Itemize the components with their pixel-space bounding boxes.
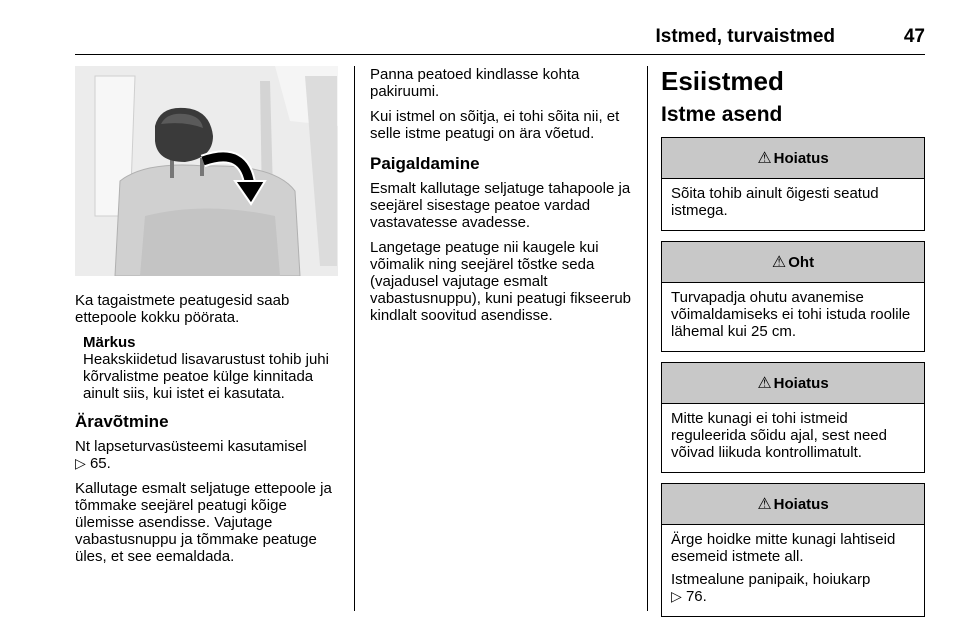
warning-box-body — [662, 525, 924, 616]
headrest-illustration — [75, 66, 338, 276]
danger-box-header — [662, 242, 924, 283]
warning-icon: ⚠ — [757, 150, 772, 167]
chapter-title: Istmed, turvaistmed — [655, 26, 835, 47]
install-heading: Paigaldamine — [370, 154, 480, 173]
warning-box-title: Hoiatus — [773, 495, 829, 513]
page-number: 47 — [903, 26, 925, 47]
danger-box-text: Turvapadja ohutu avanemise võimaldamiseks ei tohi istuda roolile lähemal kui 25 cm. — [671, 289, 911, 340]
danger-box-title: Oht — [788, 253, 815, 271]
page-reference-link[interactable]: 76. — [685, 588, 707, 605]
danger-box — [661, 241, 925, 352]
warning-box-text: Mitte kunagi ei tohi istmeid reguleerida sõidu ajal, sest need võivad liikuda kontrollimatult. — [671, 410, 887, 461]
note-label: Märkus — [83, 334, 136, 351]
warning-icon: ⚠ — [771, 254, 787, 271]
headrest-fold-image — [75, 66, 338, 276]
warning-box-text: Sõita tohib ainult õigesti seatud istmega. — [671, 185, 879, 219]
removal-paragraph-1 — [75, 438, 340, 472]
page-header — [75, 26, 925, 52]
column-divider-2 — [647, 66, 648, 611]
intro-paragraph: Ka tagaistmete peatugesid saab ettepoole kokku pöörata. — [75, 292, 290, 326]
section-title: Esiistmed — [661, 66, 784, 96]
warning-box-header — [662, 363, 924, 404]
warning-box-header — [662, 138, 924, 179]
warning-box-header — [662, 484, 924, 525]
removal-heading: Äravõtmine — [75, 412, 169, 431]
reference-icon: ▷ — [75, 455, 86, 471]
warning-box-body — [662, 404, 924, 472]
warning-box-text: Ärge hoidke mitte kunagi lahtiseid esemeid istmete all. — [671, 531, 896, 565]
column-2 — [370, 66, 635, 332]
reference-icon: ▷ — [671, 588, 682, 604]
warning-box — [661, 137, 925, 231]
note-block — [83, 334, 340, 402]
column-1 — [75, 66, 340, 573]
install-paragraph-2: Langetage peatuge nii kaugele kui võimalik ning seejärel tõstke seda (vajadusel vajutage esmalt vabastusnuppu), kuni peatugi fikseerub kindlalt soovitud asendisse. — [370, 239, 632, 324]
warning-icon: ⚠ — [757, 496, 772, 513]
warning-box — [661, 362, 925, 473]
warning-box-title: Hoiatus — [773, 374, 829, 392]
removal-paragraph-2: Kallutage esmalt seljatuge ettepoole ja tõmmake seejärel peatugi kõige ülemisse asendisse. Vajutage vabastusnuppu ja tõmmake peatuge üles, et see eemaldada. — [75, 480, 332, 565]
removal-paragraph-1-text: Nt lapseturvasüsteemi kasutamisel — [75, 438, 307, 455]
storage-reference-paragraph — [671, 571, 915, 605]
warning-icon: ⚠ — [757, 375, 772, 392]
storage-paragraph: Panna peatoed kindlasse kohta pakiruumi. — [370, 66, 580, 100]
storage-reference-text: Istmealune panipaik, hoiukarp — [671, 571, 871, 588]
note-text: Heakskiidetud lisavarustust tohib juhi kõrvalistme peatoe külge kinnitada ainult siis, kui istet ei kasutata. — [83, 351, 329, 402]
column-divider-1 — [354, 66, 355, 611]
column-3 — [661, 66, 925, 627]
warning-box — [661, 483, 925, 617]
warning-box-title: Hoiatus — [773, 149, 829, 167]
header-rule — [75, 54, 925, 55]
occupant-paragraph: Kui istmel on sõitja, ei tohi sõita nii, et selle istme peatugi on ära võetud. — [370, 108, 620, 142]
subsection-title: Istme asend — [661, 103, 783, 126]
warning-box-body — [662, 179, 924, 230]
install-paragraph-1: Esmalt kallutage seljatuge tahapoole ja seejärel sisestage peatoe vardad vastavatesse avadesse. — [370, 180, 631, 231]
danger-box-body — [662, 283, 924, 351]
page-reference-link[interactable]: 65. — [89, 455, 111, 472]
